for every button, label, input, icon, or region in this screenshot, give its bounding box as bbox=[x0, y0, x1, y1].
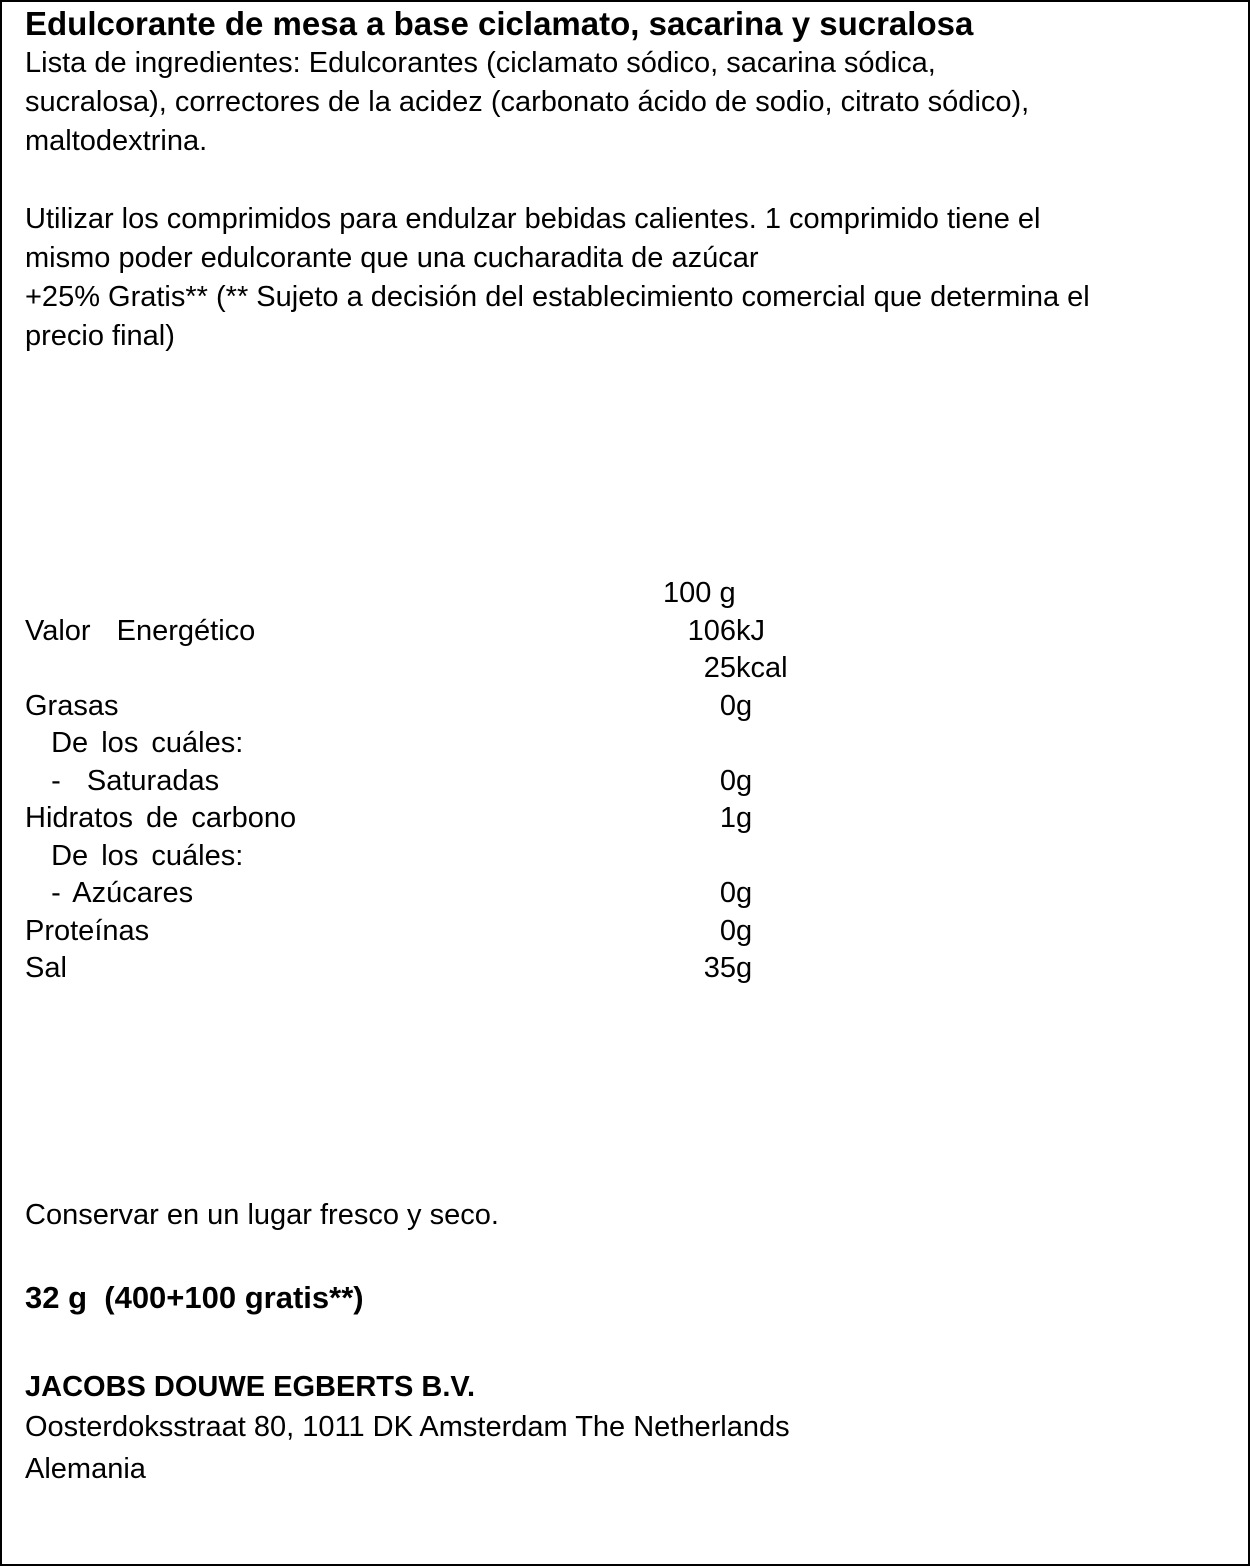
nutrition-row bbox=[25, 725, 925, 763]
net-weight: 32 g (400+100 gratis**) bbox=[25, 1280, 364, 1315]
manufacturer-name: JACOBS DOUWE EGBERTS B.V. bbox=[25, 1371, 476, 1403]
nutrition-label: - Saturadas bbox=[25, 764, 220, 797]
nutrition-label: Grasas bbox=[25, 689, 119, 722]
nutrition-label: Sal bbox=[25, 952, 67, 984]
nutrition-row bbox=[25, 688, 925, 726]
product-title: Edulcorante de mesa a base ciclamato, sacarina y sucralosa bbox=[25, 5, 974, 42]
nutrition-value: 106 bbox=[687, 614, 736, 647]
nutrition-row bbox=[25, 650, 925, 688]
nutrition-label: Proteínas bbox=[25, 914, 150, 947]
nutrition-unit: g bbox=[736, 877, 753, 909]
nutrition-row bbox=[25, 838, 925, 876]
usage-line: Utilizar los comprimidos para endulzar bebidas calientes. 1 comprimido tiene el bbox=[25, 203, 1041, 235]
ingredients-block bbox=[25, 44, 1225, 161]
nutrition-row bbox=[25, 875, 925, 913]
nutrition-table bbox=[25, 575, 925, 988]
nutrition-header: 100 g bbox=[663, 577, 736, 609]
nutrition-unit: g bbox=[736, 952, 753, 984]
nutrition-label: Hidratos de carbono bbox=[25, 802, 297, 834]
nutrition-value: 35 bbox=[703, 952, 736, 984]
nutrition-value: 0 bbox=[719, 914, 736, 947]
nutrition-label: De los cuáles: bbox=[25, 727, 244, 759]
manufacturer-address: Oosterdoksstraat 80, 1011 DK Amsterdam The Netherlands bbox=[25, 1411, 790, 1443]
label-content bbox=[25, 4, 1225, 356]
nutrition-header-row bbox=[25, 575, 925, 613]
storage-instructions: Conservar en un lugar fresco y seco. bbox=[25, 1199, 499, 1231]
usage-line: precio final) bbox=[25, 320, 175, 352]
nutrition-value: 0 bbox=[719, 877, 736, 909]
nutrition-unit: g bbox=[736, 764, 753, 797]
usage-line: mismo poder edulcorante que una cucharadita de azúcar bbox=[25, 242, 759, 274]
nutrition-value: 0 bbox=[719, 689, 736, 722]
usage-line: +25% Gratis** (** Sujeto a decisión del establecimiento comercial que determina el bbox=[25, 281, 1090, 313]
nutrition-unit: kJ bbox=[736, 614, 765, 647]
nutrition-row bbox=[25, 950, 925, 988]
nutrition-value: 0 bbox=[719, 764, 736, 797]
nutrition-row bbox=[25, 800, 925, 838]
nutrition-value: 25 bbox=[703, 652, 736, 684]
ingredients-line: sucralosa), correctores de la acidez (carbonato ácido de sodio, citrato sódico), bbox=[25, 86, 1030, 118]
nutrition-label: Valor Energético bbox=[25, 614, 256, 647]
nutrition-unit: g bbox=[736, 914, 753, 947]
nutrition-label: - Azúcares bbox=[25, 877, 194, 909]
nutrition-unit: g bbox=[736, 802, 753, 834]
usage-block bbox=[25, 200, 1225, 356]
ingredients-line: maltodextrina. bbox=[25, 125, 208, 157]
nutrition-unit: kcal bbox=[736, 652, 788, 684]
nutrition-value: 1 bbox=[719, 802, 736, 834]
nutrition-label: De los cuáles: bbox=[25, 839, 244, 872]
nutrition-row bbox=[25, 913, 925, 951]
ingredients-line: Lista de ingredientes: Edulcorantes (ciclamato sódico, sacarina sódica, bbox=[25, 47, 936, 79]
manufacturer-country: Alemania bbox=[25, 1453, 146, 1485]
nutrition-row bbox=[25, 613, 925, 651]
nutrition-row bbox=[25, 763, 925, 801]
nutrition-unit: g bbox=[736, 689, 753, 722]
